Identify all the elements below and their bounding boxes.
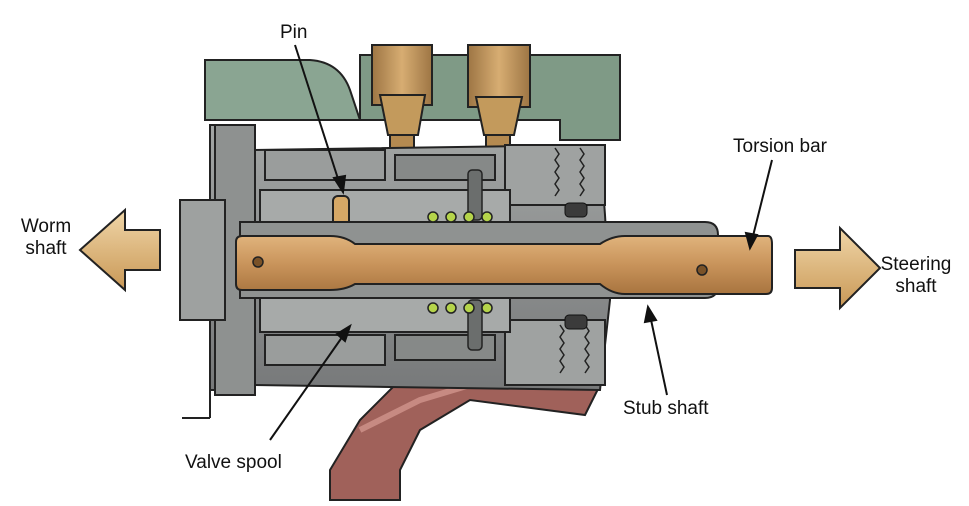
upper-housing (205, 60, 360, 120)
pin-label: Pin (280, 22, 308, 43)
worm-shaft-label-line1: Worm (20, 216, 72, 237)
worm-shaft-label-line2: shaft (25, 238, 67, 259)
worm-shaft-label (18, 216, 74, 260)
hydraulic-fitting-right (468, 45, 530, 153)
steering-shaft-label-line1: Steering (880, 254, 952, 275)
stub-shaft-label: Stub shaft (623, 398, 709, 419)
steering-shaft-label (876, 254, 956, 298)
torsion-bar-label: Torsion bar (733, 136, 827, 157)
worm-shaft-arrow (80, 210, 160, 290)
valve-spool-label: Valve spool (185, 452, 282, 473)
steering-shaft-label-line2: shaft (895, 276, 937, 297)
steering-shaft-arrow (795, 228, 880, 308)
hydraulic-fitting-left (372, 45, 432, 153)
